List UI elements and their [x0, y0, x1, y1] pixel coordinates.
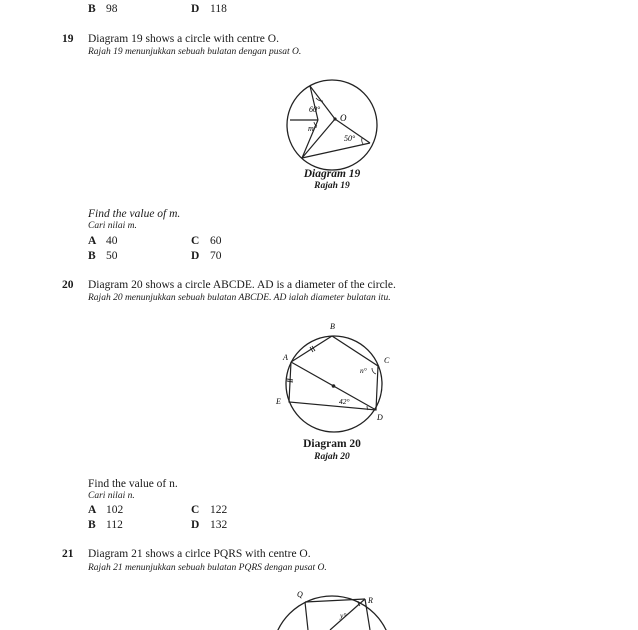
option-value: 102	[106, 504, 124, 516]
vertex-label-a: A	[283, 353, 288, 362]
angle-label: 60°	[309, 105, 321, 114]
question-number: 21	[62, 548, 74, 560]
option-value: 60	[210, 235, 222, 247]
circle	[286, 336, 382, 432]
angle-label: m°	[308, 124, 317, 133]
angle-label: n°	[360, 366, 367, 375]
option-letter: D	[191, 250, 200, 262]
question-prompt: Find the value of m.	[88, 208, 181, 220]
option-value: 50	[106, 250, 118, 262]
option-letter: A	[88, 504, 97, 516]
option-letter: B	[88, 250, 96, 262]
option-value: 118	[210, 3, 227, 15]
option-value: 98	[106, 3, 118, 15]
option-value: 112	[106, 519, 123, 531]
question-stem: Diagram 21 shows a cirlce PQRS with centre O.	[88, 548, 311, 560]
angle-label: y°	[340, 611, 347, 620]
chord	[330, 599, 365, 630]
angle-arc	[372, 368, 376, 374]
centre-label: O	[340, 113, 347, 123]
option-value: 40	[106, 235, 118, 247]
question-stem: Diagram 19 shows a circle with centre O.	[88, 33, 279, 45]
question-stem-malay: Rajah 21 menunjukkan sebuah bulatan PQRS dengan pusat O.	[88, 563, 327, 573]
option-letter: D	[191, 3, 200, 15]
question-number: 19	[62, 33, 74, 45]
diagram-21	[270, 586, 400, 630]
angle-arc	[362, 138, 363, 144]
vertex-label-d: D	[377, 413, 383, 422]
vertex-label-q: Q	[297, 590, 303, 599]
option-value: 122	[210, 504, 228, 516]
tick-mark	[287, 379, 293, 380]
option-letter: B	[88, 3, 96, 15]
diagram-caption-malay: Rajah 19	[314, 181, 350, 191]
diagram-19	[280, 78, 384, 172]
question-number: 20	[62, 279, 74, 291]
chord	[305, 602, 308, 630]
option-letter: B	[88, 519, 96, 531]
question-stem-malay: Rajah 20 menunjukkan sebuah bulatan ABCDE. AD ialah diameter bulatan itu.	[88, 293, 391, 303]
vertex-label-e: E	[276, 397, 281, 406]
tick-mark	[287, 381, 293, 382]
angle-label: 42°	[339, 397, 350, 406]
diagram-caption: Diagram 19	[303, 168, 361, 180]
diagram-caption: Diagram 20	[303, 438, 361, 450]
diagram-20	[272, 316, 396, 438]
option-letter: C	[191, 235, 200, 247]
vertex-label-b: B	[330, 322, 335, 331]
option-letter: D	[191, 519, 200, 531]
option-value: 70	[210, 250, 222, 262]
vertex-label-c: C	[384, 356, 390, 365]
option-letter: A	[88, 235, 97, 247]
angle-label: 50°	[344, 134, 356, 143]
option-letter: C	[191, 504, 200, 516]
centre-point	[332, 384, 336, 388]
question-prompt: Find the value of n.	[88, 478, 178, 490]
vertex-label-r: R	[368, 596, 373, 605]
circle	[287, 80, 377, 170]
question-prompt-malay: Cari nilai m.	[88, 221, 137, 231]
diagram-caption-malay: Rajah 20	[314, 452, 350, 462]
question-stem-malay: Rajah 19 menunjukkan sebuah bulatan dengan pusat O.	[88, 47, 302, 57]
question-prompt-malay: Cari nilai n.	[88, 491, 135, 501]
option-value: 132	[210, 519, 228, 531]
centre-point	[333, 117, 336, 120]
question-stem: Diagram 20 shows a circle ABCDE. AD is a diameter of the circle.	[88, 279, 396, 291]
